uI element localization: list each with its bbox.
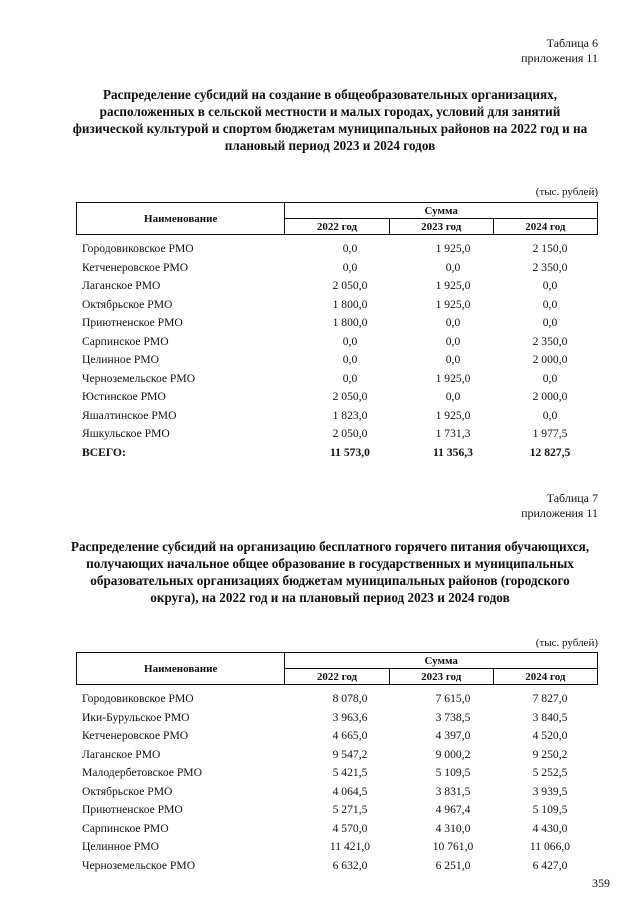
table6-title: Распределение субсидий на создание в общеобразовательных организациях, расположенных в сельской местности и малых городах, условий для занятий физической культурой и спортом бюджетам муниципальных районов на 2022 год и на плановый период 2023 и 2024 годов bbox=[72, 87, 588, 153]
cell-2023: 1 925,0 bbox=[435, 297, 471, 311]
cell-2022: 11 421,0 bbox=[329, 840, 371, 854]
cell-2024: 3 939,5 bbox=[532, 784, 568, 798]
header-year-2024: 2024 год bbox=[493, 219, 597, 235]
cell-2023: 0,0 bbox=[445, 390, 461, 404]
cell-2022: 3 963,6 bbox=[332, 710, 368, 724]
cell-name: Юстинское РМО bbox=[82, 390, 166, 404]
cell-2023: 4 310,0 bbox=[435, 821, 471, 835]
cell-2022: 2 050,0 bbox=[332, 427, 368, 441]
header-year-2022: 2022 год bbox=[285, 219, 389, 235]
table7-ref-line1: Таблица 7 bbox=[546, 491, 598, 505]
cell-2023: 0,0 bbox=[445, 316, 461, 330]
cell-2023: 0,0 bbox=[445, 353, 461, 367]
cell-2022: 2 050,0 bbox=[332, 390, 368, 404]
cell-name: Лаганское РМО bbox=[82, 279, 161, 293]
table-row bbox=[82, 838, 598, 857]
table-row bbox=[82, 801, 598, 820]
cell-name: Черноземельское РМО bbox=[82, 371, 196, 385]
header-name: Наименование bbox=[77, 203, 285, 235]
cell-name: Кетченеровское РМО bbox=[82, 260, 189, 274]
cell-2023: 10 761,0 bbox=[432, 840, 474, 854]
table-row bbox=[82, 296, 598, 315]
cell-2023: 5 109,5 bbox=[435, 766, 471, 780]
table-row bbox=[82, 783, 598, 802]
cell-2022: 4 570,0 bbox=[332, 821, 368, 835]
cell-2023: 3 831,5 bbox=[435, 784, 471, 798]
cell-2023: 0,0 bbox=[445, 260, 461, 274]
cell-2023: 0,0 bbox=[445, 334, 461, 348]
cell-2023: 4 967,4 bbox=[435, 803, 471, 817]
header-year-2023: 2023 год bbox=[389, 669, 493, 685]
table7-ref-line2: приложения 11 bbox=[521, 506, 598, 520]
header-year-2024: 2024 год bbox=[493, 669, 597, 685]
table7-title: Распределение субсидий на организацию бесплатного горячего питания обучающихся, получающих начальное общее образование в государственных и муниципальных образовательных организациях бюджетам муниципальных районов (городского округа), на 2022 год и на плановый период 2023 и 2024 годов bbox=[70, 539, 590, 605]
cell-name: Яшалтинское РМО bbox=[82, 408, 177, 422]
header-sum: Сумма bbox=[285, 203, 598, 219]
cell-2023: 1 731,3 bbox=[435, 427, 471, 441]
cell-2024: 0,0 bbox=[542, 316, 558, 330]
cell-2024: 6 427,0 bbox=[532, 858, 568, 872]
header-year-2023: 2023 год bbox=[389, 219, 493, 235]
table-row bbox=[82, 240, 598, 259]
cell-name: Целинное РМО bbox=[82, 353, 160, 367]
cell-name: Городовиковское РМО bbox=[82, 692, 194, 705]
table6-units: (тыс. рублей) bbox=[535, 186, 598, 198]
header-name: Наименование bbox=[77, 653, 285, 685]
table-row bbox=[82, 764, 598, 783]
table-row bbox=[82, 857, 598, 876]
table-row bbox=[82, 351, 598, 370]
table-row bbox=[82, 709, 598, 728]
cell-2024: 0,0 bbox=[542, 297, 558, 311]
table-row bbox=[82, 388, 598, 407]
page-number: 359 bbox=[592, 876, 610, 890]
cell-name: Черноземельское РМО bbox=[82, 858, 196, 872]
cell-2024: 4 430,0 bbox=[532, 821, 568, 835]
cell-2022: 0,0 bbox=[342, 371, 358, 385]
table6-ref-line1: Таблица 6 bbox=[546, 36, 598, 50]
table-row bbox=[82, 277, 598, 296]
table-row bbox=[82, 820, 598, 839]
table6-header bbox=[76, 202, 598, 235]
cell-2023: 1 925,0 bbox=[435, 408, 471, 422]
table-row bbox=[82, 690, 598, 709]
cell-name: Лаганское РМО bbox=[82, 747, 161, 761]
cell-2022: 4 064,5 bbox=[332, 784, 368, 798]
table7-header bbox=[76, 652, 598, 685]
cell-2022: 5 421,5 bbox=[332, 766, 368, 780]
cell-2023: 1 925,0 bbox=[435, 279, 471, 293]
cell-2023: 7 615,0 bbox=[435, 692, 471, 705]
cell-2022: 6 632,0 bbox=[332, 858, 368, 872]
cell-name: Малодербетовское РМО bbox=[82, 766, 202, 780]
cell-2024: 0,0 bbox=[542, 408, 558, 422]
cell-name: Октябрьское РМО bbox=[82, 297, 173, 311]
table6-body bbox=[82, 240, 598, 463]
cell-2024: 5 252,5 bbox=[532, 766, 568, 780]
cell-2022: 8 078,0 bbox=[332, 692, 368, 705]
cell-name: Приютненское РМО bbox=[82, 316, 183, 330]
table-row bbox=[82, 259, 598, 278]
cell-2023: 3 738,5 bbox=[435, 710, 471, 724]
cell-2024: 2 350,0 bbox=[532, 334, 568, 348]
cell-2022: 0,0 bbox=[342, 334, 358, 348]
cell-name: Октябрьское РМО bbox=[82, 784, 173, 798]
cell-2022: 11 573,0 bbox=[330, 446, 370, 460]
cell-2024: 12 827,5 bbox=[529, 446, 571, 460]
cell-2022: 2 050,0 bbox=[332, 279, 368, 293]
cell-name: Сарпинское РМО bbox=[82, 821, 169, 835]
cell-2024: 0,0 bbox=[542, 371, 558, 385]
cell-2022: 1 823,0 bbox=[332, 408, 368, 422]
cell-2022: 4 665,0 bbox=[332, 729, 368, 743]
table6-ref-line2: приложения 11 bbox=[521, 51, 598, 65]
cell-2024: 11 066,0 bbox=[529, 840, 571, 854]
table-row bbox=[82, 407, 598, 426]
cell-2024: 2 000,0 bbox=[532, 390, 568, 404]
cell-name: Городовиковское РМО bbox=[82, 242, 194, 255]
table7-reference bbox=[521, 491, 598, 521]
cell-2024: 0,0 bbox=[542, 279, 558, 293]
table-row bbox=[82, 746, 598, 765]
cell-2023: 11 356,3 bbox=[433, 446, 473, 460]
table7-units: (тыс. рублей) bbox=[535, 637, 598, 649]
cell-name: Яшкульское РМО bbox=[82, 427, 170, 441]
cell-name: Кетченеровское РМО bbox=[82, 729, 189, 743]
table-row bbox=[82, 727, 598, 746]
cell-2022: 1 800,0 bbox=[332, 297, 368, 311]
header-sum: Сумма bbox=[285, 653, 598, 669]
table6-reference bbox=[521, 36, 598, 66]
cell-2022: 5 271,5 bbox=[332, 803, 368, 817]
cell-2023: 6 251,0 bbox=[435, 858, 471, 872]
cell-name: Приютненское РМО bbox=[82, 803, 183, 817]
cell-2024: 5 109,5 bbox=[532, 803, 568, 817]
cell-2022: 0,0 bbox=[342, 242, 358, 255]
total-row bbox=[82, 444, 598, 463]
cell-2023: 9 000,2 bbox=[435, 747, 471, 761]
table-row bbox=[82, 425, 598, 444]
cell-2024: 9 250,2 bbox=[532, 747, 568, 761]
cell-name: Сарпинское РМО bbox=[82, 334, 169, 348]
cell-2024: 7 827,0 bbox=[532, 692, 568, 705]
cell-2024: 1 977,5 bbox=[532, 427, 568, 441]
cell-2022: 1 800,0 bbox=[332, 316, 368, 330]
table-row bbox=[82, 333, 598, 352]
cell-2024: 2 150,0 bbox=[532, 242, 568, 255]
cell-2023: 1 925,0 bbox=[435, 371, 471, 385]
table7-body bbox=[82, 690, 598, 875]
table-row bbox=[82, 314, 598, 333]
header-year-2022: 2022 год bbox=[285, 669, 389, 685]
cell-name: Ики-Бурульское РМО bbox=[82, 710, 190, 724]
cell-2022: 0,0 bbox=[342, 353, 358, 367]
cell-2024: 2 350,0 bbox=[532, 260, 568, 274]
cell-2022: 0,0 bbox=[342, 260, 358, 274]
cell-2024: 2 000,0 bbox=[532, 353, 568, 367]
cell-2024: 3 840,5 bbox=[532, 710, 568, 724]
cell-2024: 4 520,0 bbox=[532, 729, 568, 743]
cell-2023: 1 925,0 bbox=[435, 242, 471, 255]
table-row bbox=[82, 370, 598, 389]
cell-2023: 4 397,0 bbox=[435, 729, 471, 743]
cell-name: ВСЕГО: bbox=[82, 446, 126, 460]
cell-name: Целинное РМО bbox=[82, 840, 160, 854]
cell-2022: 9 547,2 bbox=[332, 747, 368, 761]
